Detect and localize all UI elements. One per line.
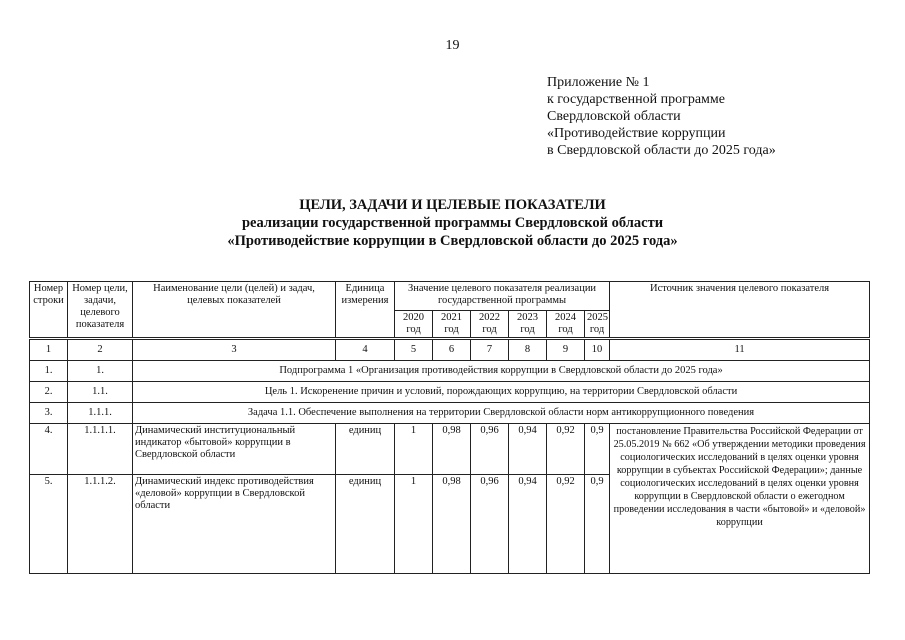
header-goal-number: Номер цели, задачи, целевого показателя xyxy=(68,282,133,339)
header-year: 2021 год xyxy=(433,311,471,339)
column-number: 10 xyxy=(585,339,610,361)
table-row xyxy=(30,403,870,424)
indicator-value: 0,98 xyxy=(433,424,471,475)
row-number: 3. xyxy=(30,403,68,424)
document-title xyxy=(0,196,905,250)
column-number: 7 xyxy=(471,339,509,361)
appendix-line: Свердловской области xyxy=(547,109,681,124)
header-year: 2023 год xyxy=(509,311,547,339)
column-number: 1 xyxy=(30,339,68,361)
row-number: 5. xyxy=(30,475,68,574)
row-number: 2. xyxy=(30,382,68,403)
header-year: 2020 год xyxy=(395,311,433,339)
header-year: 2022 год xyxy=(471,311,509,339)
column-number: 9 xyxy=(547,339,585,361)
task-text: Задача 1.1. Обеспечение выполнения на территории Свердловской области норм антикоррупционного поведения xyxy=(133,403,870,424)
header-values-group: Значение целевого показателя реализации государственной программы xyxy=(395,282,610,311)
title-line-2: реализации государственной программы Свердловской области xyxy=(241,215,664,231)
indicator-value: 1 xyxy=(395,475,433,574)
subprogram-text: Подпрограмма 1 «Организация противодействия коррупции в Свердловской области до 2025 года» xyxy=(133,361,870,382)
indicator-value: 0,98 xyxy=(433,475,471,574)
row-number: 1. xyxy=(30,361,68,382)
table-row xyxy=(30,382,870,403)
column-number: 3 xyxy=(133,339,336,361)
title-line-3: «Противодействие коррупции в Свердловской области до 2025 года» xyxy=(227,233,678,249)
title-line-1: ЦЕЛИ, ЗАДАЧИ И ЦЕЛЕВЫЕ ПОКАЗАТЕЛИ xyxy=(299,197,606,213)
goal-number: 1.1. xyxy=(68,382,133,403)
appendix-block xyxy=(547,74,776,159)
goal-text: Цель 1. Искоренение причин и условий, порождающих коррупцию, на территории Свердловской области xyxy=(133,382,870,403)
indicator-value: 0,9 xyxy=(585,424,610,475)
column-number: 11 xyxy=(610,339,870,361)
indicator-name: Динамический индекс противодействия «деловой» коррупции в Свердловской области xyxy=(133,475,336,574)
indicator-value: 0,92 xyxy=(547,424,585,475)
header-unit: Единица измерения xyxy=(336,282,395,339)
appendix-line: в Свердловской области до 2025 года» xyxy=(547,143,776,158)
table-row xyxy=(30,361,870,382)
goal-number: 1. xyxy=(68,361,133,382)
indicator-source: постановление Правительства Российской Федерации от 25.05.2019 № 662 «Об утверждении методики проведения социологических исследований в целях оценки уровня коррупции в субъектах Российской Федерации»; данные социологических исследований в целях оценки уровня коррупции в Свердловской области о ежегодном проведении исследования в части «бытовой» и «деловой» коррупции xyxy=(610,424,870,574)
column-number: 4 xyxy=(336,339,395,361)
column-number: 8 xyxy=(509,339,547,361)
appendix-line: «Противодействие коррупции xyxy=(547,126,726,141)
indicator-value: 1 xyxy=(395,424,433,475)
indicator-value: 0,94 xyxy=(509,475,547,574)
header-row-number: Номер строки xyxy=(30,282,68,339)
page-number: 19 xyxy=(445,38,460,53)
goal-number: 1.1.1.2. xyxy=(68,475,133,574)
goal-number: 1.1.1. xyxy=(68,403,133,424)
column-number: 5 xyxy=(395,339,433,361)
row-number: 4. xyxy=(30,424,68,475)
indicator-name: Динамический институциональный индикатор «бытовой» коррупции в Свердловской области xyxy=(133,424,336,475)
column-number: 2 xyxy=(68,339,133,361)
goal-number: 1.1.1.1. xyxy=(68,424,133,475)
appendix-line: Приложение № 1 xyxy=(547,75,650,90)
indicator-value: 0,94 xyxy=(509,424,547,475)
indicator-value: 0,92 xyxy=(547,475,585,574)
table-row xyxy=(30,424,870,475)
header-name: Наименование цели (целей) и задач, целевых показателей xyxy=(133,282,336,339)
appendix-line: к государственной программе xyxy=(547,92,725,107)
header-source: Источник значения целевого показателя xyxy=(610,282,870,339)
indicator-unit: единиц xyxy=(336,424,395,475)
indicator-value: 0,96 xyxy=(471,424,509,475)
header-year: 2025 год xyxy=(585,311,610,339)
indicator-value: 0,96 xyxy=(471,475,509,574)
goals-table xyxy=(29,281,870,574)
column-number: 6 xyxy=(433,339,471,361)
header-year: 2024 год xyxy=(547,311,585,339)
indicator-unit: единиц xyxy=(336,475,395,574)
indicator-value: 0,9 xyxy=(585,475,610,574)
